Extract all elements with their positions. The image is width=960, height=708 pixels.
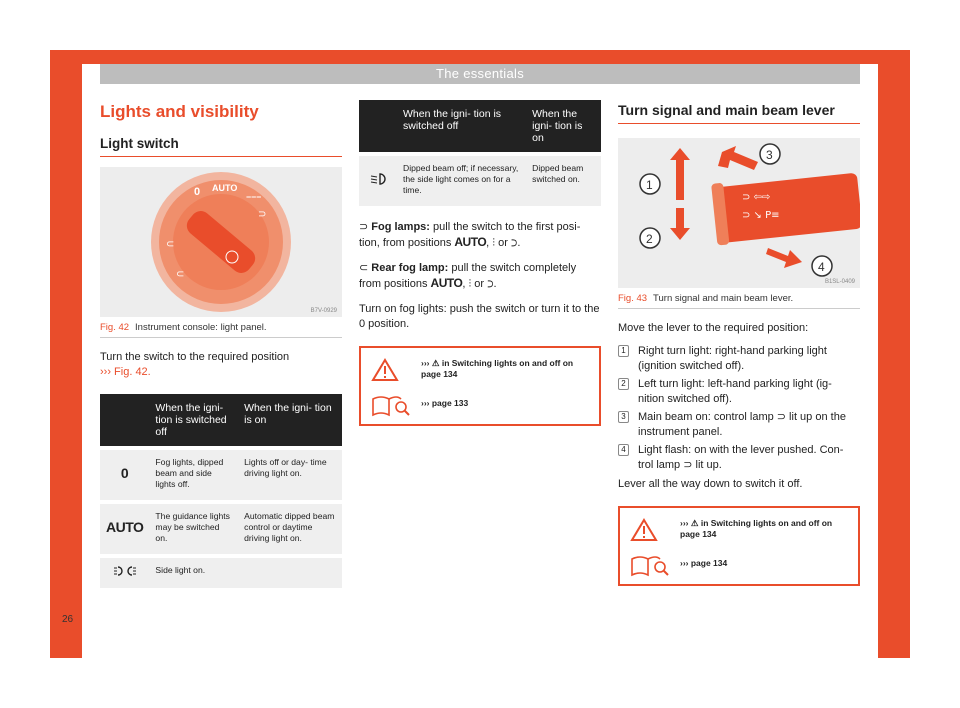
step-text: Light flash: on with the lever pushed. Con- trol lamp ⊃ lit up. xyxy=(638,444,844,471)
figure-caption xyxy=(100,322,342,338)
warning-triangle-icon xyxy=(630,518,658,542)
callout-3: 3 xyxy=(766,148,773,162)
rear-fog-label: Rear fog lamp: xyxy=(371,262,449,274)
table-cell: Lights off or day- time driving light on. xyxy=(238,448,342,502)
svg-text:⩶: ⩶ xyxy=(246,192,262,202)
svg-text:⊂: ⊂ xyxy=(176,269,185,280)
rear-fog-lamp-icon: ⊂ xyxy=(359,262,369,274)
figure-label: Fig. 42 xyxy=(100,322,130,333)
book-reference-link[interactable]: ››› page 133 xyxy=(421,398,469,408)
list-item xyxy=(618,344,860,374)
warning-reference-link[interactable]: ››› ⚠ in Switching lights on and off on page 134 xyxy=(421,358,574,379)
subsection-title: Light switch xyxy=(100,136,342,157)
step-text: Right turn light: right-hand parking light (ignition switched off). xyxy=(638,345,827,372)
svg-text:⊃ ⇦⇨: ⊃ ⇦⇨ xyxy=(742,192,771,203)
rear-fog-auto: AUTO xyxy=(430,276,463,290)
zero-symbol: 0 xyxy=(100,448,149,502)
svg-text:⊃ ↘ P≡: ⊃ ↘ P≡ xyxy=(742,210,780,221)
table-header-cell: When the igni- tion is on xyxy=(238,394,342,448)
subsection-title: Turn signal and main beam lever xyxy=(618,102,860,124)
lever-steps-list xyxy=(618,344,860,473)
step-number: 3 xyxy=(618,411,629,423)
svg-text:⊃: ⊃ xyxy=(258,209,267,220)
turn-signal-illustration xyxy=(618,138,860,288)
step-number: 1 xyxy=(618,345,629,357)
table-cell: The guidance lights may be switched on. xyxy=(149,502,238,556)
list-item xyxy=(618,377,860,407)
running-header: The essentials xyxy=(100,64,860,84)
callout-4: 4 xyxy=(818,260,825,274)
lever-outro: Lever all the way down to switch it off. xyxy=(618,478,803,490)
table-header-row xyxy=(100,394,342,448)
auto-symbol: AUTO xyxy=(100,502,149,556)
figure-label: Fig. 43 xyxy=(618,293,648,304)
fog-lamps-paragraph xyxy=(359,220,601,251)
table-header-cell xyxy=(359,100,397,154)
table-row xyxy=(100,448,342,502)
rear-fog-paragraph xyxy=(359,261,601,292)
fog-lamps-auto: AUTO xyxy=(454,235,487,249)
column-middle xyxy=(359,100,601,426)
table-header-row xyxy=(359,100,601,154)
warning-reference-link[interactable]: ››› ⚠ in Switching lights on and off on page 134 xyxy=(680,518,833,539)
callout-1: 1 xyxy=(646,178,653,192)
turn-signal-figure xyxy=(618,138,860,288)
figure-code: B7V-0929 xyxy=(310,308,337,314)
light-switch-table-continued xyxy=(359,100,601,206)
light-switch-illustration xyxy=(100,167,342,317)
step-text: Main beam on: control lamp ⊃ lit up on the instrument panel. xyxy=(638,411,846,438)
table-header-cell: When the igni- tion is on xyxy=(526,100,601,154)
table-cell: Automatic dipped beam control or daytime driving light on. xyxy=(238,502,342,556)
table-cell xyxy=(238,556,342,588)
fog-lamps-text-a: pull the switch to the first posi- tion, from positions xyxy=(359,221,581,249)
book-icon xyxy=(630,553,670,579)
figure-reference-link[interactable]: ››› Fig. 42. xyxy=(100,366,151,378)
side-light-icon xyxy=(100,556,149,588)
page-number: 26 xyxy=(62,614,74,625)
section-title: Lights and visibility xyxy=(100,102,259,121)
svg-text:⊂: ⊂ xyxy=(166,239,175,250)
column-left xyxy=(100,96,342,588)
light-switch-figure xyxy=(100,167,342,317)
table-row xyxy=(100,502,342,556)
step-number: 4 xyxy=(618,444,629,456)
warning-triangle-icon xyxy=(371,358,399,382)
dipped-beam-icon xyxy=(359,154,397,206)
warning-box xyxy=(618,506,860,586)
table-cell: Dipped beam off; if necessary, the side light comes on for a time. xyxy=(397,154,526,206)
step-number: 2 xyxy=(618,378,629,390)
fog-lamps-label: Fog lamps: xyxy=(371,221,430,233)
fog-lamps-text-b: , ⫶ or ⊃. xyxy=(486,237,521,249)
dial-zero-label: 0 xyxy=(194,186,201,198)
list-item xyxy=(618,443,860,473)
figure-caption-text: Instrument console: light panel. xyxy=(135,322,267,333)
fog-lamp-icon: ⊃ xyxy=(359,221,369,233)
figure-caption xyxy=(618,293,860,309)
figure-caption-text: Turn signal and main beam lever. xyxy=(653,293,794,304)
table-cell: Fog lights, dipped beam and side lights off. xyxy=(149,448,238,502)
book-reference-link[interactable]: ››› page 134 xyxy=(680,558,728,568)
table-header-cell: When the igni- tion is switched off xyxy=(149,394,238,448)
column-right xyxy=(618,96,860,586)
table-row xyxy=(100,556,342,588)
warning-box xyxy=(359,346,601,426)
table-cell: Side light on. xyxy=(149,556,238,588)
dial-auto-label: AUTO xyxy=(212,183,238,193)
book-icon xyxy=(371,393,411,419)
rear-fog-text-a: pull the switch completely from positions xyxy=(359,262,577,290)
intro-text: Turn the switch to the required position xyxy=(100,351,290,363)
table-header-cell: When the igni- tion is switched off xyxy=(397,100,526,154)
table-header-cell xyxy=(100,394,149,448)
callout-2: 2 xyxy=(646,232,653,246)
step-text: Left turn light: left-hand parking light (ig- nition switched off). xyxy=(638,378,832,405)
lever-intro: Move the lever to the required position: xyxy=(618,322,809,334)
light-switch-table xyxy=(100,394,342,588)
list-item xyxy=(618,410,860,440)
intro-paragraph xyxy=(100,350,342,380)
figure-code: B1SL-0409 xyxy=(824,279,855,285)
table-row xyxy=(359,154,601,206)
turn-on-fog-paragraph: Turn on fog lights: push the switch or turn it to the 0 position. xyxy=(359,303,600,330)
rear-fog-text-b: , ⫶ or ⊃. xyxy=(462,278,497,290)
table-cell: Dipped beam switched on. xyxy=(526,154,601,206)
